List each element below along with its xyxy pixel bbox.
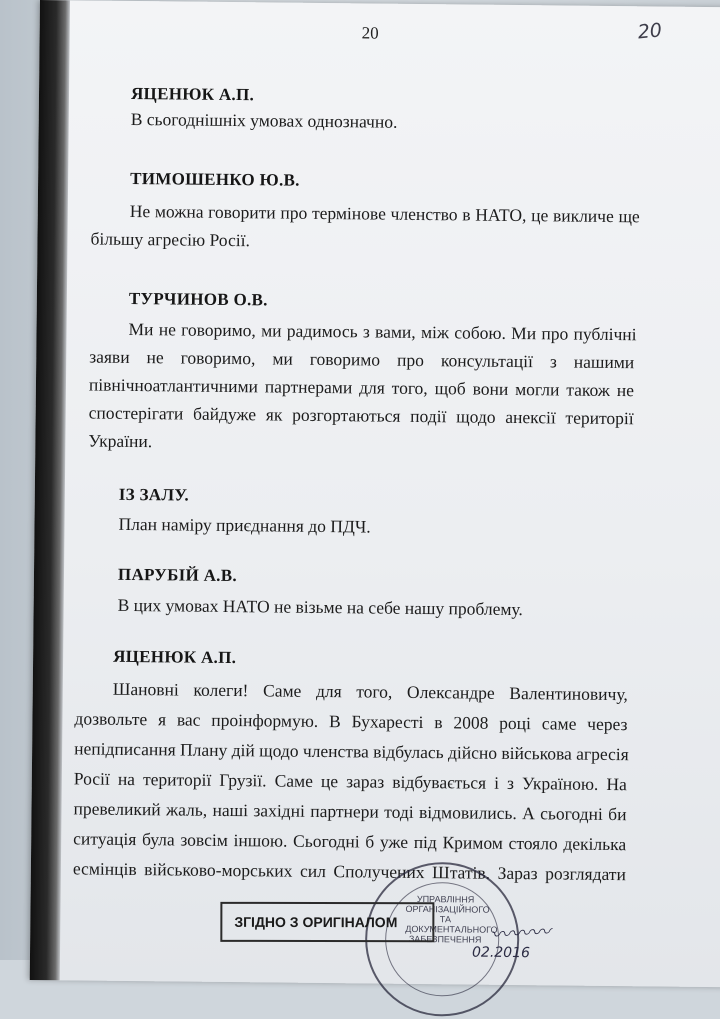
speaker-name: ЯЦЕНЮК А.П. xyxy=(113,646,237,668)
speech-line: Не можна говорити про термінове членство в НАТО, це викличе ще xyxy=(129,200,640,227)
signature-date: 02.2016 xyxy=(471,944,531,962)
speech-line: північноатлантичними партнерами для того, щоб вони могли також не xyxy=(88,374,635,401)
speaker-name: ПАРУБІЙ А.В. xyxy=(117,564,238,586)
speech-line: В цих умовах НАТО не візьме на себе нашу проблему. xyxy=(117,594,523,620)
speech-line: Росії на території Грузії. Саме це зараз відбувається і з Україною. На xyxy=(73,768,627,795)
signature-mark: 〰〰〰 xyxy=(489,919,552,947)
certification-stamp: ЗГІДНО З ОРИГІНАЛОМ xyxy=(220,902,434,942)
speech-line: більшу агресію Росії. xyxy=(90,228,251,251)
document-page xyxy=(30,0,720,987)
speech-line: План наміру приєднання до ПДЧ. xyxy=(118,513,371,537)
speaker-name: ТИМОШЕНКО Ю.В. xyxy=(130,168,300,190)
speech-line: превеликий жаль, наші західні партнери тоді відмовились. А сьогодні би xyxy=(73,798,627,825)
speech-line: В сьогоднішніх умовах однозначно. xyxy=(130,108,398,132)
speech-line: Ми не говоримо, ми радимось з вами, між собою. Ми про публічні xyxy=(128,318,637,345)
speech-line: ситуація була зовсім іншою. Сьогодні б уже під Кримом стояло декілька xyxy=(73,828,627,855)
speech-line: Шановні колеги! Саме для того, Олександре Валентиновичу, xyxy=(112,678,628,705)
speech-line: спостерігати байдуже як розгортаються події щодо анексії території xyxy=(88,402,634,429)
speaker-name: ІЗ ЗАЛУ. xyxy=(118,484,190,505)
speech-line: непідписання Плану дій щодо членства відбулась дійсно військова агресія xyxy=(74,738,629,765)
handwritten-page-number: 20 xyxy=(636,19,663,44)
speaker-name: ЯЦЕНЮК А.П. xyxy=(130,83,255,105)
page-number: 20 xyxy=(361,23,379,43)
seal-text: УПРАВЛІННЯ ОРГАНІЗАЦІЙНОГО ТА ДОКУМЕНТАЛЬНОГО ЗАБЕЗПЕЧЕННЯ xyxy=(405,893,498,945)
speaker-name: ТУРЧИНОВ О.В. xyxy=(128,288,268,310)
speech-line: дозвольте я вас проінформую. В Бухаресті в 2008 році саме через xyxy=(74,708,628,735)
speech-line: есмінців військово-морських сил Сполучених Штатів. Зараз розглядати xyxy=(72,858,626,885)
speech-line: заяви не говоримо, ми говоримо про консультації з нашими xyxy=(89,346,635,373)
speech-line: України. xyxy=(88,430,153,452)
